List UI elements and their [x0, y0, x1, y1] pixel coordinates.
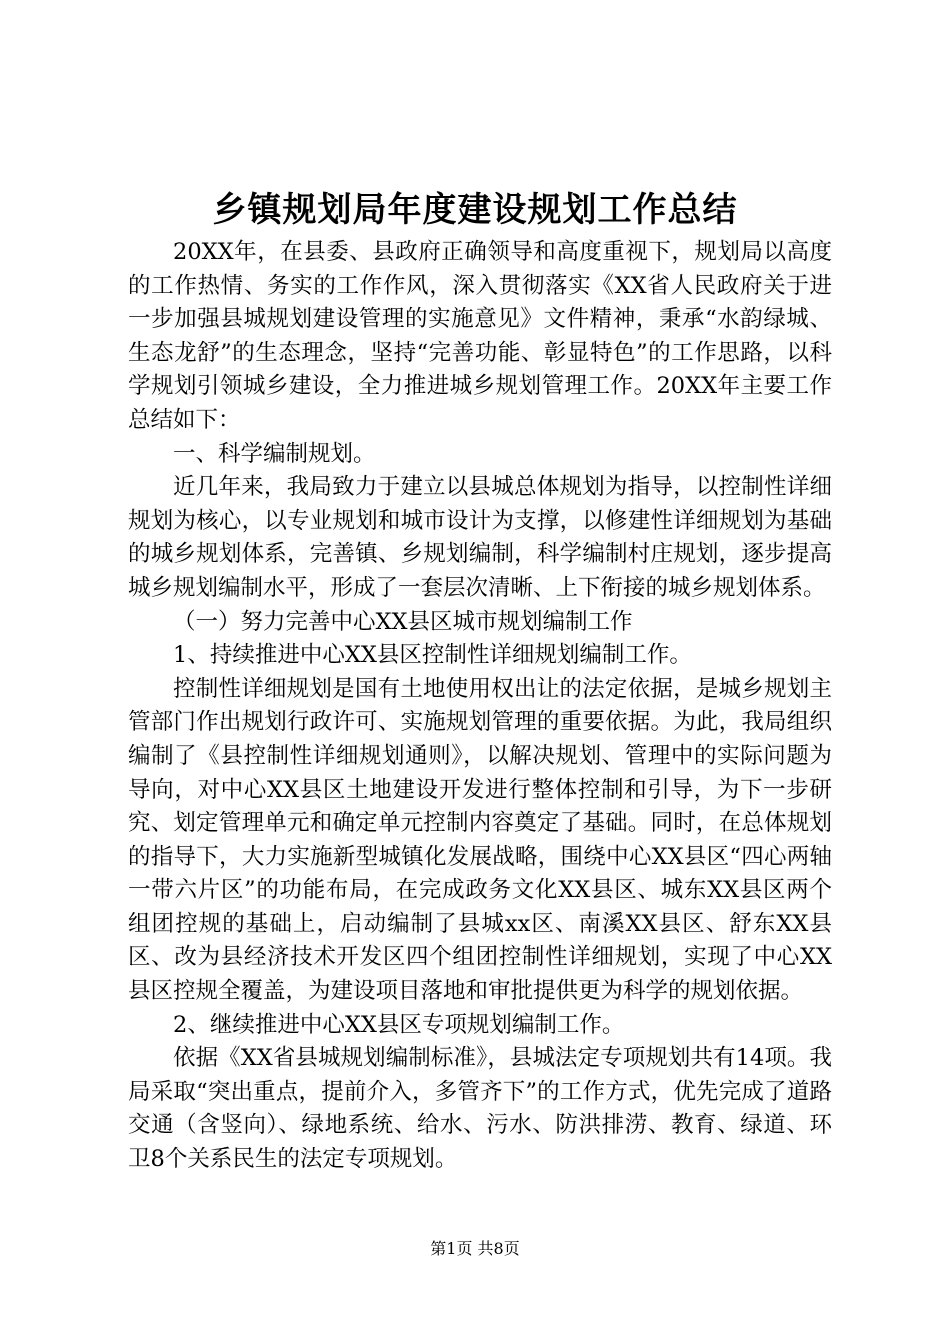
document-title: 乡镇规划局年度建设规划工作总结 — [212, 190, 738, 230]
paragraph-detailed-planning: 控制性详细规划是国有土地使用权出让的法定依据，是城乡规划主管部门作出规划行政许可、实施规划管理的重要依据。为此，我局组织编制了《县控制性详细规划通则》，以解决规划、管理中的实际问题为导向，对中心XX县区土地建设开发进行整体控制和引导，为下一步研究、划定管理单元和确定单元控制内容奠定了基础。同时，在总体规划的指导下，大力实施新型城镇化发展战略，围绕中心XX县区“四心两轴一带六片区”的功能布局，在完成政务文化XX县区、城东XX县区两个组团控规的基础上，启动编制了县城xx区、南溪XX县区、舒东XX县区、改为县经济技术开发区四个组团控制性详细规划，实现了中心XX县区控规全覆盖，为建设项目落地和审批提供更为科学的规划依据。 — [128, 675, 832, 1005]
paragraph-intro: 20XX年，在县委、县政府正确领导和高度重视下，规划局以高度的工作热情、务实的工作作风，深入贯彻落实《XX省人民政府关于进一步加强县城规划建设管理的实施意见》文件精神，秉承“水韵绿城、生态龙舒”的生态理念，坚持“完善功能、彰显特色”的工作思路，以科学规划引领城乡建设，全力推进城乡规划管理工作。20XX年主要工作总结如下： — [128, 239, 832, 433]
page-footer: 第1页 共8页 — [430, 1239, 520, 1258]
heading-subsection-1: （一）努力完善中心XX县区城市规划编制工作 — [173, 608, 633, 635]
heading-item-1: 1、持续推进中心XX县区控制性详细规划编制工作。 — [173, 642, 692, 669]
document-body — [128, 236, 832, 1177]
heading-section-1: 一、科学编制规划。 — [173, 440, 376, 467]
heading-item-2: 2、继续推进中心XX县区专项规划编制工作。 — [173, 1011, 625, 1038]
paragraph-planning-system: 近几年来，我局致力于建立以县城总体规划为指导，以控制性详细规划为核心，以专业规划和城市设计为支撑，以修建性详细规划为基础的城乡规划体系，完善镇、乡规划编制，科学编制村庄规划，逐步提高城乡规划编制水平，形成了一套层次清晰、上下衔接的城乡规划体系。 — [128, 474, 832, 601]
paragraph-special-planning: 依据《XX省县城规划编制标准》，县城法定专项规划共有14项。我局采取“突出重点，提前介入，多管齐下”的工作方式，优先完成了道路交通（含竖向）、绿地系统、给水、污水、防洪排涝、教育、绿道、环卫8个关系民生的法定专项规划。 — [128, 1045, 832, 1173]
